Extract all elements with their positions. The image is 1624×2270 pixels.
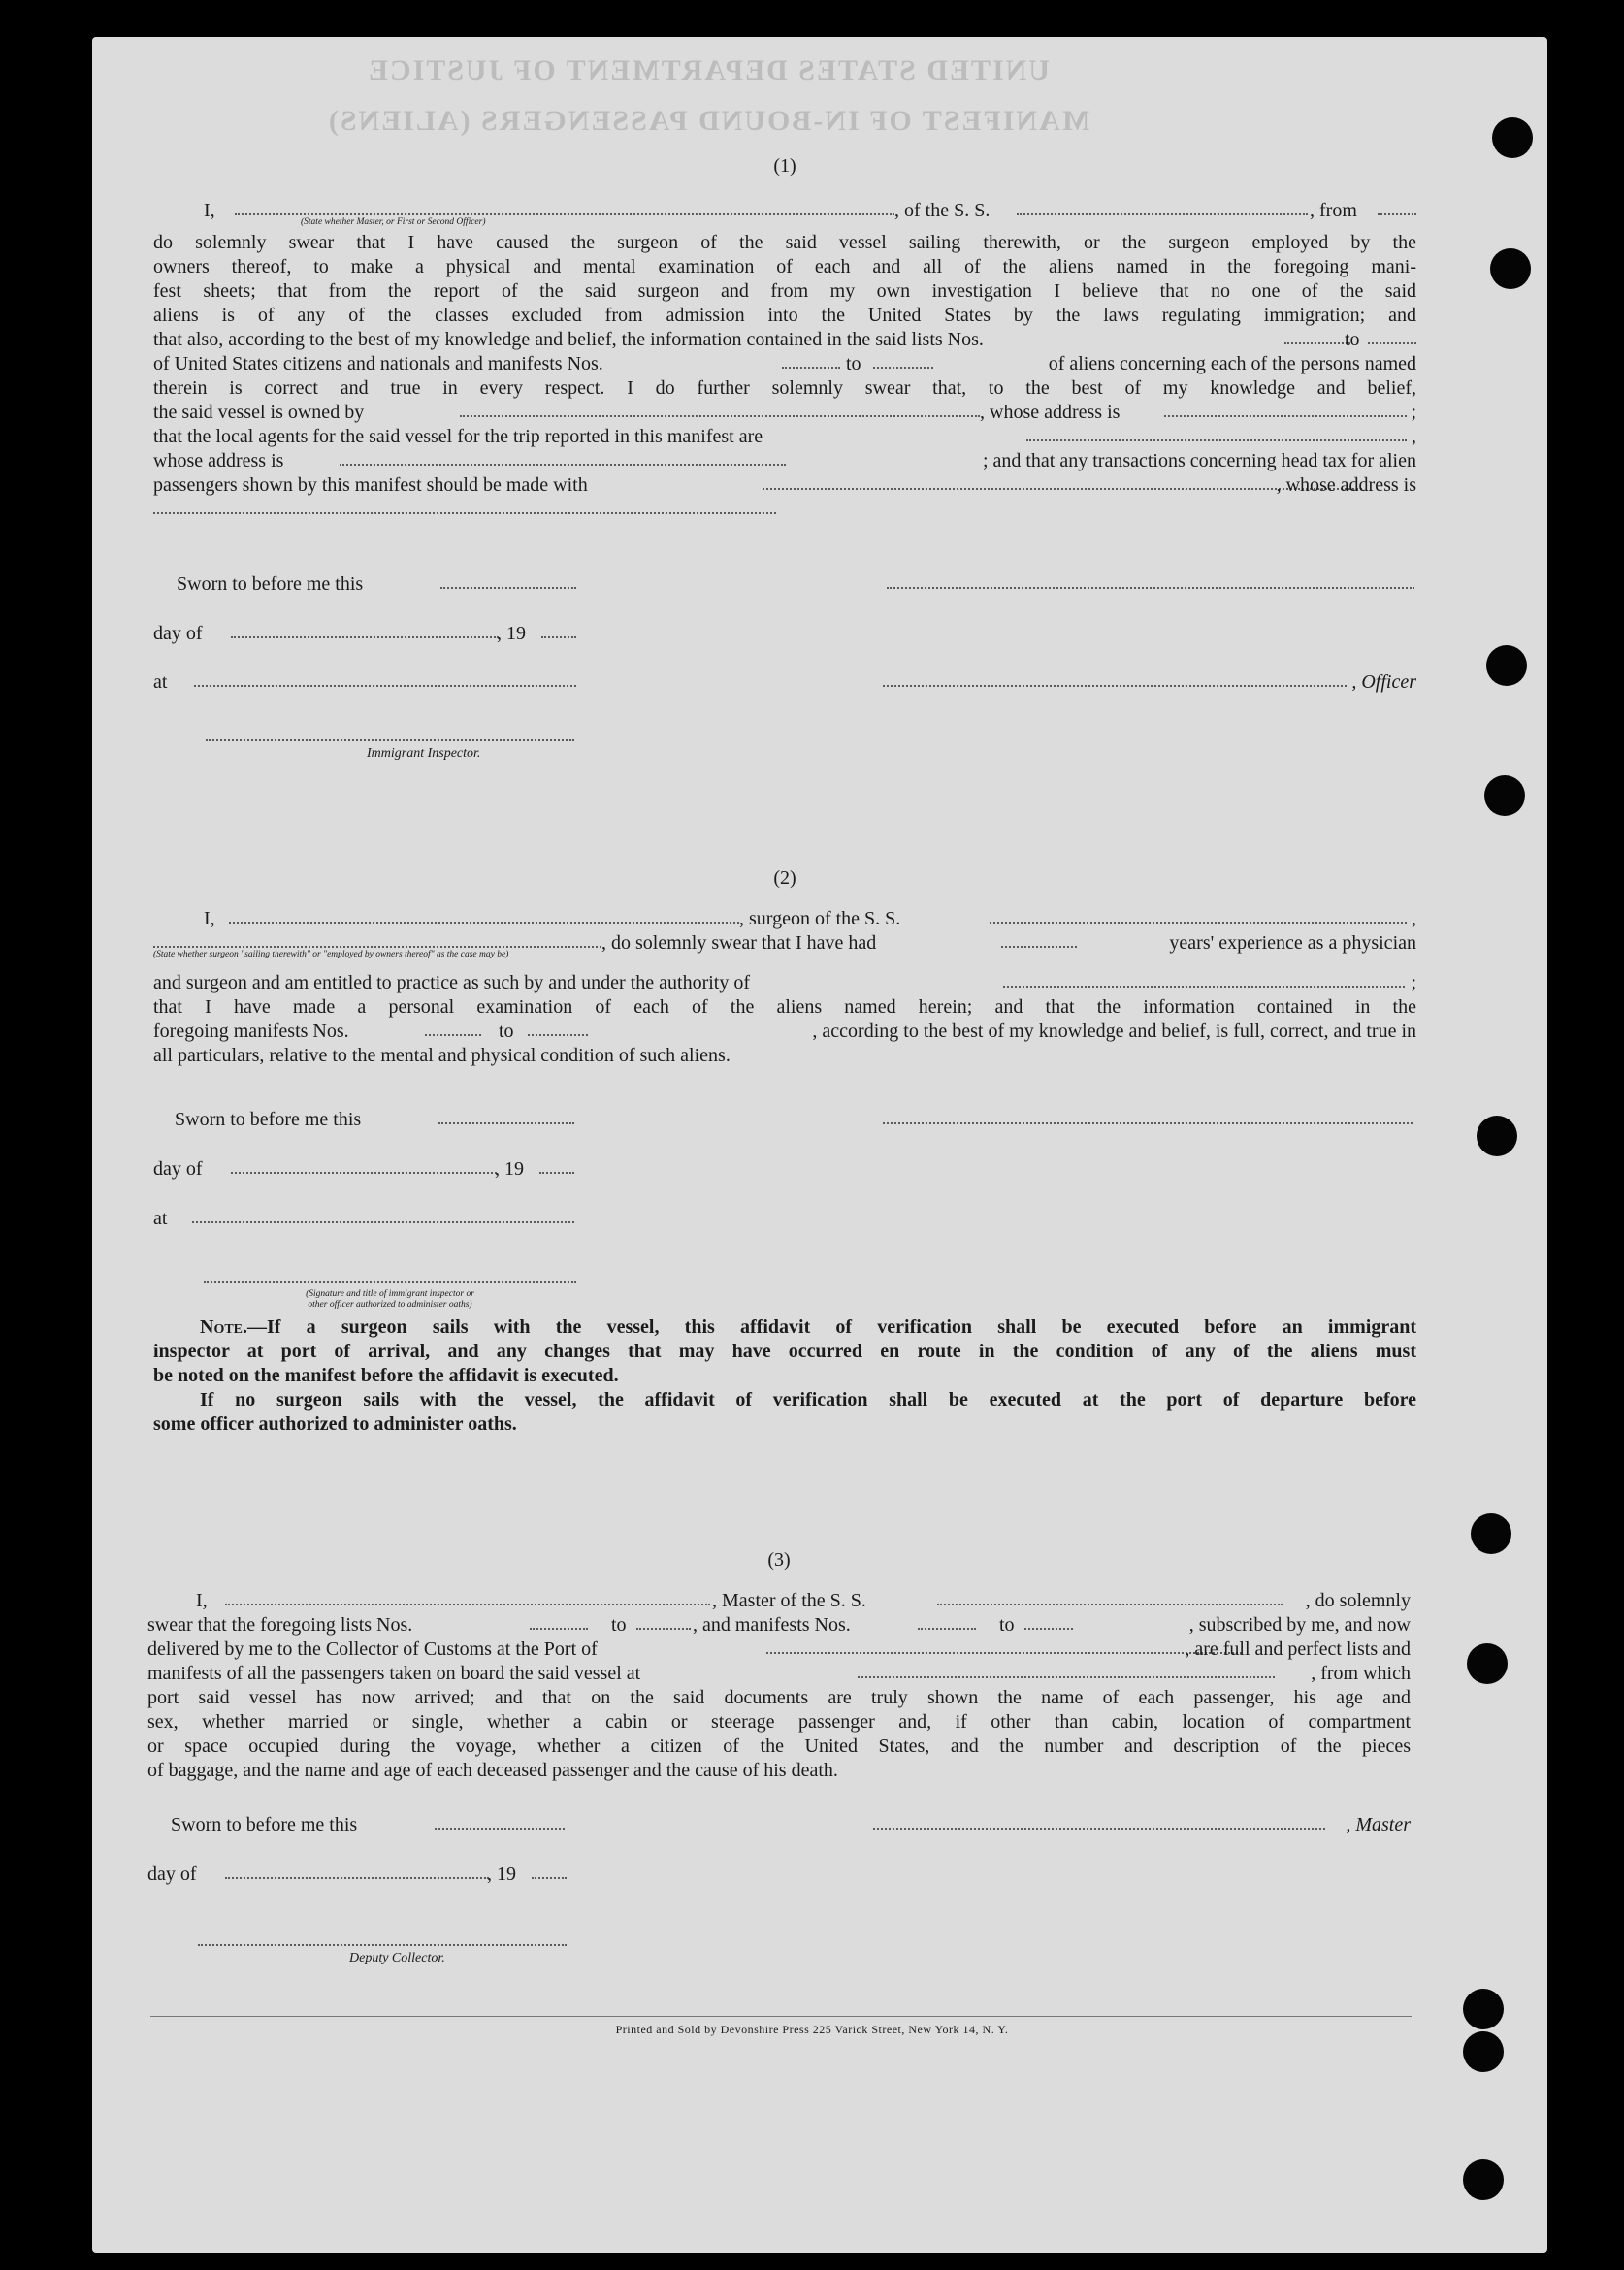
inspector-signature-field[interactable] [204,1267,576,1283]
text-19: , 19 [487,1864,516,1885]
sworn-date-field[interactable] [440,572,576,589]
text-subscribed: , subscribed by me, and now [1188,1614,1411,1636]
punct: , [1412,908,1416,929]
text-aliens-concerning: of aliens concerning each of the persons named [1048,353,1416,374]
head-tax-party-field[interactable] [763,473,1362,490]
text-years-experience: years' experience as a physician [1169,932,1416,954]
place-field[interactable] [192,1207,574,1223]
manifest-to-field[interactable] [528,1020,588,1036]
text-do-solemnly: , do solemnly [1305,1590,1411,1611]
para-line: of baggage, and the name and age of each deceased passenger and the cause of his death. [147,1760,838,1781]
text-authority: and surgeon and am entitled to practice as such by and under the authority of [153,972,750,993]
text-delivered: delivered by me to the Collector of Customs at the Port of [147,1638,598,1660]
text-master-of-ss: , Master of the S. S. [712,1590,866,1611]
day-month-field[interactable] [225,1863,489,1879]
manifest-from-field[interactable] [918,1613,976,1630]
note-line [153,1315,1416,1340]
text-manifest-nos: of United States citizens and nationals and manifests Nos. [153,353,603,374]
manifest-to-field[interactable] [1024,1613,1073,1630]
text-officer: , Officer [1351,671,1416,693]
para-line: therein is correct and true in every respect. I do further solemnly swear that, to the best of my knowledge and belief, [153,377,1416,399]
section-number: (1) [773,155,796,177]
deputy-collector-signature-field[interactable] [198,1930,567,1946]
day-month-field[interactable] [231,1157,497,1174]
caption-deputy-collector: Deputy Collector. [349,1951,445,1965]
section-2-affidavit-surgeon [153,867,1416,1435]
text-whose-address: , whose address is [1276,474,1416,496]
lists-to-field[interactable] [636,1613,691,1630]
note-line: some officer authorized to administer oaths. [153,1413,517,1435]
port-field[interactable] [766,1638,1242,1654]
inspector-signature-field[interactable] [206,725,574,741]
para-line: sex, whether married or single, whether a cabin or steerage passenger and, if other than cabin, location of compartment [147,1711,1411,1733]
vessel-name-field[interactable] [1017,199,1308,215]
text-taken-on-board: manifests of all the passengers taken on board the said vessel at [147,1663,641,1684]
owner-address-field[interactable] [1164,401,1407,417]
vessel-owner-field[interactable] [460,401,980,417]
text-at: at [153,671,168,693]
place-field[interactable] [194,670,576,687]
text-day-of: day of [153,623,203,644]
binder-hole [1463,2031,1504,2072]
officer-title-field[interactable] [883,670,1347,687]
text-at: at [153,1208,168,1229]
text-according: , according to the best of my knowledge and belief, is full, correct, and true in [812,1021,1416,1042]
punct: , [1412,426,1416,447]
note-text: —If a surgeon sails with the vessel, this affidavit of verification shall be executed before an immigrant [247,1316,1416,1338]
text-sworn: Sworn to before me this [171,1814,358,1835]
text-to: to [999,1614,1015,1636]
section-number: (2) [773,867,796,889]
text-sworn: Sworn to before me this [177,573,364,595]
officer-signature-field[interactable] [887,572,1414,589]
text-from-which: , from which [1311,1663,1411,1684]
authority-field[interactable] [1003,971,1405,988]
caption-line: other officer authorized to administer oaths) [308,1300,472,1310]
text-to: to [499,1021,514,1042]
text-to: to [1345,329,1360,350]
para-line: owners thereof, to make a physical and mental examination of each and all of the aliens named in the foregoing mani- [153,256,1416,277]
local-agents-field[interactable] [1026,425,1407,441]
para-line: all particulars, relative to the mental and physical condition of such aliens. [153,1045,731,1066]
manifest-to-field[interactable] [873,352,933,369]
text-of-ss: , of the S. S. [894,200,991,221]
year-field[interactable] [539,1157,574,1174]
lists-from-field[interactable] [530,1613,588,1630]
para-line: or space occupied during the voyage, whether a citizen of the United States, and the number and description of the pieces [147,1735,1411,1757]
binder-hole [1484,775,1525,816]
note-block [153,1315,1416,1437]
surgeon-status-field[interactable] [153,931,601,948]
para-line: that I have made a personal examination of each of the aliens named herein; and that the information contained in the [153,996,1416,1018]
vessel-name-field[interactable] [990,907,1407,924]
text-to: to [846,353,861,374]
manifest-from-field[interactable] [782,352,840,369]
section-1-affidavit-master [153,155,1416,761]
caption-line: (Signature and title of immigrant inspector or [306,1289,474,1299]
caption-immigrant-inspector: Immigrant Inspector. [367,746,481,761]
text-local-agents: that the local agents for the said vessel for the trip reported in this manifest are [153,426,763,447]
para-line: fest sheets; that from the report of the said surgeon and from my own investigation I believe that no one of the said [153,280,1416,302]
note-line: inspector at port of arrival, and any changes that may have occurred en route in the condition of any of the aliens must [153,1341,1416,1362]
footer-rule [150,2016,1412,2017]
text-full-perfect: , are full and perfect lists and [1185,1638,1411,1660]
text-head-tax: ; and that any transactions concerning head tax for alien [982,450,1416,471]
sworn-date-field[interactable] [438,1108,574,1124]
text-19: , 19 [495,1158,524,1180]
text-day-of: day of [147,1864,197,1885]
text-whose-address-is: whose address is [153,450,284,471]
caption-officer-rank: (State whether Master, or First or Second Officer) [301,217,486,227]
text-from: , from [1310,200,1357,221]
text-owned-by: the said vessel is owned by [153,402,365,423]
binder-hole [1492,117,1533,158]
lists-to-field[interactable] [1368,328,1416,344]
punct: ; [1411,402,1416,423]
note-label: Note. [200,1316,248,1338]
sworn-date-field[interactable] [435,1813,565,1830]
section-3-affidavit-master [147,1549,1411,1965]
binder-hole [1471,1513,1511,1554]
text-19: , 19 [497,623,526,644]
master-name-field[interactable] [225,1589,710,1605]
punct: ; [1411,972,1416,993]
text-surgeon-of-ss: , surgeon of the S. S. [739,908,901,929]
printer-imprint: Printed and Sold by Devonshire Press 225 Varick Street, New York 14, N. Y. [615,2023,1009,2036]
year-field[interactable] [541,622,576,638]
manifest-from-field[interactable] [425,1020,481,1036]
para-line: port said vessel has now arrived; and that on the said documents are truly shown the name of each passenger, his age and [147,1687,1411,1708]
text-foregoing-lists: swear that the foregoing lists Nos. [147,1614,413,1636]
lists-from-field[interactable] [1284,328,1350,344]
note-line: If no surgeon sails with the vessel, the affidavit of verification shall be executed at the port of departure before [200,1389,1416,1411]
departure-port-field[interactable] [1378,199,1416,215]
vessel-name-field[interactable] [937,1589,1283,1605]
surgeon-name-field[interactable] [229,907,739,924]
embarkation-port-field[interactable] [858,1662,1275,1678]
surgeon-signature-field[interactable] [883,1108,1413,1124]
text-to: to [611,1614,627,1636]
section-number: (3) [767,1549,791,1571]
text-and-manifests: , and manifests Nos. [693,1614,851,1636]
binder-hole [1490,248,1531,289]
day-month-field[interactable] [231,622,499,638]
text-passengers-shown: passengers shown by this manifest should be made with [153,474,588,496]
caption-surgeon-status: (State whether surgeon "sailing therewith" or "employed by owners thereof" as the case may be) [153,950,509,959]
para-line: do solemnly swear that I have caused the surgeon of the said vessel sailing therewith, or the surgeon employed by the [153,232,1416,253]
head-tax-address-field[interactable] [153,498,776,514]
binder-hole [1477,1116,1517,1156]
caption-signature-title [204,1289,576,1311]
text-i: I, [196,1590,208,1611]
text-whose-address: , whose address is [980,402,1121,423]
text-day-of: day of [153,1158,203,1180]
text-lists-nos: that also, according to the best of my knowledge and belief, the information contained in the said lists Nos. [153,329,984,350]
text-solemnly-swear: , do solemnly swear that I have had [601,932,877,954]
year-field[interactable] [532,1863,567,1879]
master-signature-field[interactable] [873,1813,1325,1830]
text-sworn: Sworn to before me this [175,1109,362,1130]
agents-address-field[interactable] [340,449,786,466]
para-line: aliens is of any of the classes excluded from admission into the United States by the laws regulating immigration; and [153,305,1416,326]
note-line: be noted on the manifest before the affidavit is executed. [153,1365,619,1386]
text-i: I, [204,200,215,221]
binder-hole [1486,645,1527,686]
binder-hole [1463,2159,1504,2200]
binder-hole [1467,1643,1508,1684]
years-experience-field[interactable] [1001,931,1077,948]
text-i: I, [204,908,215,929]
text-foregoing-manifests: foregoing manifests Nos. [153,1021,349,1042]
officer-name-field[interactable] [235,199,894,215]
text-master: , Master [1346,1814,1411,1835]
